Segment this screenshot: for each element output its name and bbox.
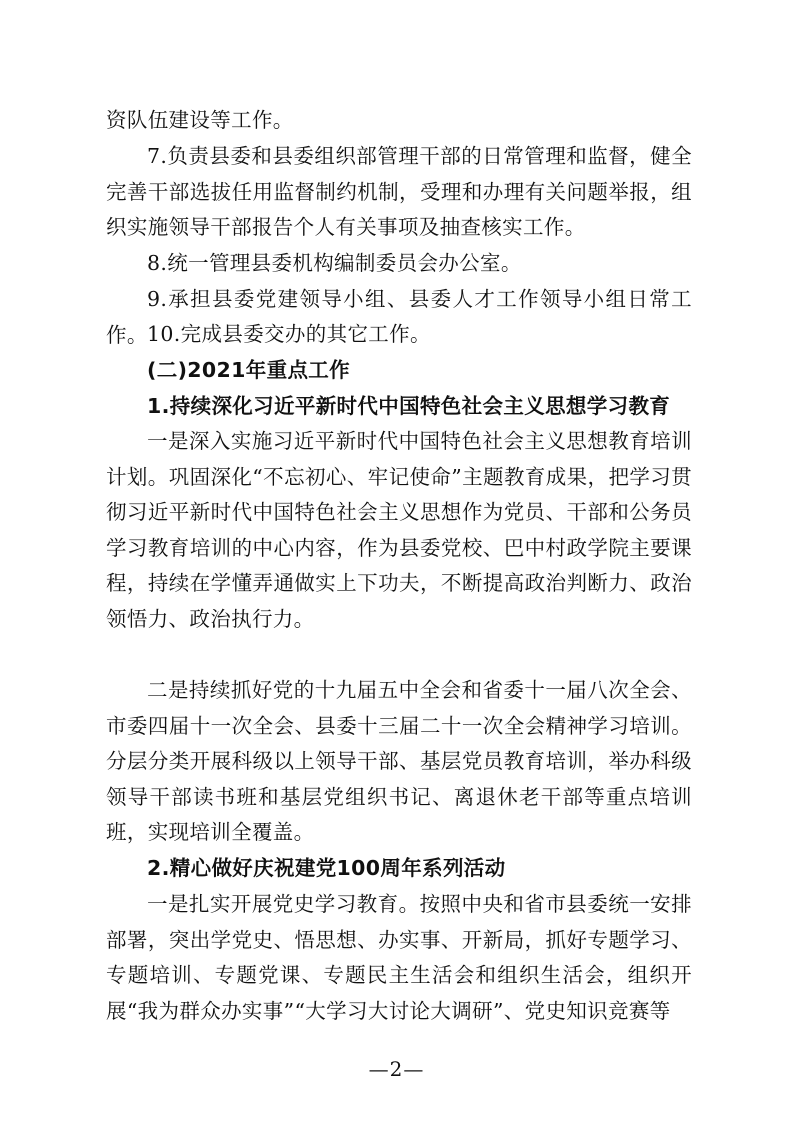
item-2-heading: 2.精心做好庆祝建党100周年系列活动 [147,856,506,880]
item-1-paragraph-1: 一是深入实施习近平新时代中国特色社会主义思想教育培训计划。巩固深化“不忘初心、牢记使命”主题教育成果，把学习贯彻习近平新时代中国特色社会主义思想作为党员、干部和公务员学习教育培训的中心内容，作为县委党校、巴中村政学院主要课程，持续在学懂弄通做实上下功夫，不断提高政治判断力、政治领悟力、政治执行力。 [106,429,692,631]
paragraph-item-10: 10.完成县委交办的其它工作。 [147,322,431,346]
item-1-heading: 1.持续深化习近平新时代中国特色社会主义思想学习教育 [147,394,671,418]
paragraph-item-7: 7.负责县委和县委组织部管理干部的日常管理和监督，健全完善干部选拔任用监督制约机制，受理和办理有关问题举报，组织实施领导干部报告个人有关事项及抽查核实工作。 [106,144,692,240]
paragraph-item-9: 9.承担县委党建领导小组、县委人才工作领导小组日常工作。 [106,287,692,347]
paragraph-item-8: 8.统一管理县委机构编制委员会办公室。 [147,251,522,275]
section-heading: (二)2021年重点工作 [147,358,350,382]
item-1-paragraph-2: 二是持续抓好党的十九届五中全会和省委十一届八次全会、市委四届十一次全会、县委十三届二十一次全会精神学习培训。分层分类开展科级以上领导干部、基层党员教育培训，举办科级领导干部读书班和基层党组织书记、离退休老干部等重点培训班，实现培训全覆盖。 [106,678,692,845]
paragraph-continuation: 资队伍建设等工作。 [106,108,294,132]
page-number: —2— [368,1057,425,1081]
item-2-paragraph-1: 一是扎实开展党史学习教育。按照中央和省市县委统一安排部署，突出学党史、悟思想、办实事、开新局，抓好专题学习、专题培训、专题党课、专题民主生活会和组织生活会，组织开展“我为群众办实事”“大学习大讨论大调研”、党史知识竞赛等 [106,892,692,1023]
